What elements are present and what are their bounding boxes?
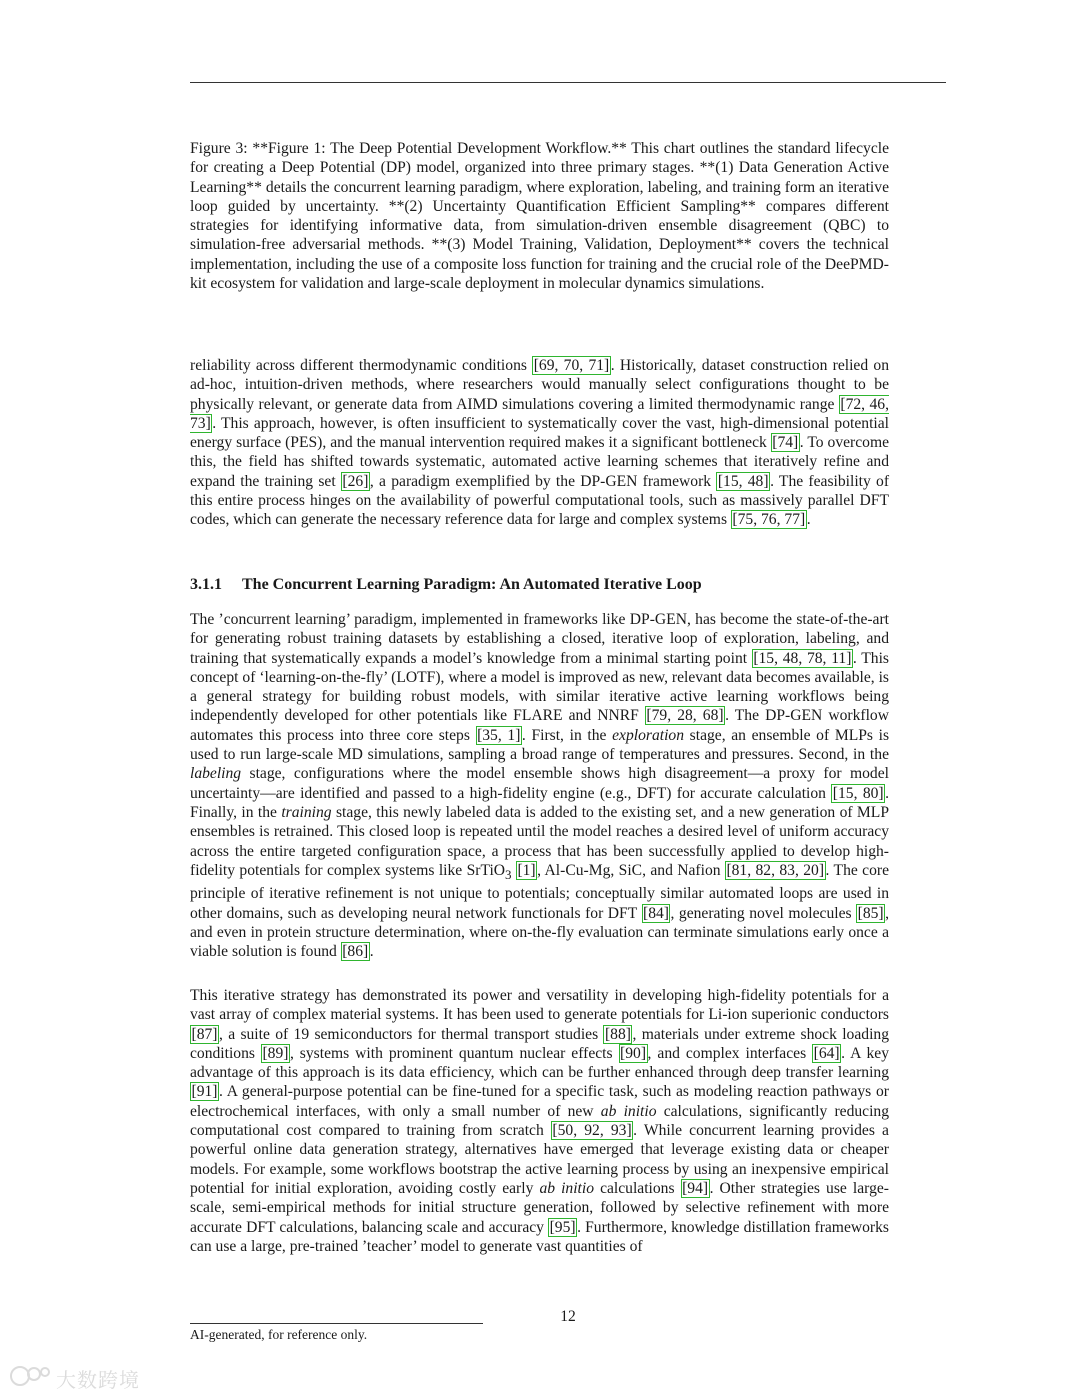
text-run: reliability across different thermodynamic conditions <box>190 357 533 374</box>
citation-link[interactable]: [94] <box>682 1179 709 1197</box>
citation-link[interactable]: [15, 80] <box>832 784 884 802</box>
paragraph-iterative-strategy <box>190 986 889 1256</box>
italic-term: training <box>281 803 332 821</box>
subscript: 3 <box>505 866 512 882</box>
logo-icon <box>8 1364 52 1393</box>
italic-term: ab initio <box>600 1102 657 1120</box>
text-run: stage, this newly labeled data is added to the existing set, and a new generation of MLP ensembles is retrained. This closed loop is repeated until the model reaches a desired level of uniform accuracy across the entire targeted configuration space, a process that has been successfully applied to develop high-fidelity potentials for complex systems like SrTiO <box>190 803 889 879</box>
citation-link[interactable]: [87] <box>191 1025 218 1043</box>
text-run: stage, an ensemble of MLPs is used to run large-scale MD simulations, sampling a broad range of temperatures and pressures. Second, in the <box>190 726 890 764</box>
text-run: . A key advantage of this approach is its data efficiency, which can be further enhanced through deep transfer learning <box>190 1044 889 1082</box>
citation-link[interactable]: [72, 46, 73] <box>190 395 889 432</box>
text-run: , and even in protein structure determination, where on-the-fly evaluation can terminate simulations early once a viable solution is found <box>190 904 890 961</box>
citation-link[interactable]: [26] <box>342 472 369 490</box>
text-run: . While concurrent learning provides a powerful online data generation strategy, alternatives have emerged that leverage existing data or cheaper models. For example, some workflows bootstrap the active learning process by using an inexpensive empirical potential for initial exploration, avoiding costly early <box>190 1122 889 1197</box>
figure-caption: Figure 3: **Figure 1: The Deep Potential Development Workflow.** This chart outlines the standard lifecycle for creating a Deep Potential (DP) model, organized into three primary stages. **(1) Data Generation Active Learning** details the concurrent learning paradigm, where exploration, labeling, and training form an iterative loop guided by uncertainty. **(2) Uncertainty Quantification Efficient Sampling** compares different strategies for identifying informative data, from simulation-driven ensemble disagreement (QBC) to simulation-free adversarial methods. **(3) Model Training, Validation, Deployment** covers the technical implementation, including the use of a composite loss function for training and the crucial role of the DeePMD-kit ecosystem for validation and large-scale deployment in molecular dynamics simulations. <box>190 140 889 293</box>
italic-term: exploration <box>612 726 685 744</box>
citation-link[interactable]: [84] <box>643 904 669 922</box>
text-run: . <box>806 511 811 529</box>
citation-link[interactable]: [74] <box>772 434 799 452</box>
text-run: . This concept of ‘learning-on-the-fly’ (LOTF), where a model is improved as new, relevant data becomes available, is a general strategy for building robust models, with similar iterative active learning workflows being independently developed for other potentials like FLARE and NNRF <box>190 649 889 725</box>
citation-link[interactable]: [89] <box>262 1044 289 1062</box>
text-run: . This approach, however, is often insufficient to systematically cover the vast, high-dimensional potential energy surface (PES), and the manual intervention required makes it a significant bottleneck <box>190 414 889 452</box>
text-run: , materials under extreme shock loading conditions <box>190 1025 889 1062</box>
text-run: . To overcome this, the field has shifted towards systematic, automated active learning schemes that iteratively refine and expand the training set <box>190 434 889 490</box>
header-rule <box>190 82 946 83</box>
text-run: calculations <box>594 1179 681 1197</box>
citation-link[interactable]: [15, 48] <box>717 472 769 490</box>
section-number: 3.1.1 <box>190 576 222 593</box>
text-run: . The feasibility of this entire process hinges on the availability of powerful computational tools, such as massively parallel DFT codes, which can generate the necessary reference data for large and complex systems <box>190 472 890 529</box>
text-run: . A general-purpose potential can be fine-tuned for a specific task, such as modeling reaction pathways or electrochemical interfaces, with only a small number of new <box>190 1083 889 1120</box>
paragraph-reliability <box>190 356 889 530</box>
citation-link[interactable]: [79, 28, 68] <box>646 707 724 725</box>
text-run: . The core principle of iterative refinement is not unique to potentials; conceptually similar automated loops are used in other domains, such as developing neural network functionals for DFT <box>190 861 890 922</box>
text-run: This iterative strategy has demonstrated its power and versatility in developing high-fidelity potentials for a vast array of complex material systems. It has been used to generate potentials for Li-ion superionic conductors <box>190 987 889 1024</box>
text-run: , a paradigm exemplified by the DP-GEN framework <box>369 472 717 490</box>
watermark <box>8 1364 140 1392</box>
page-number: 12 <box>560 1308 576 1325</box>
text-run: . First, in the <box>521 726 613 744</box>
text-run: The ’concurrent learning’ paradigm, implemented in frameworks like DP-GEN, has become the state-of-the-art for generating robust training datasets by establishing a closed, iterative loop of exploration, labeling, and training that systematically expands a model’s knowledge from a minimal starting point <box>190 611 889 667</box>
citation-link[interactable]: [75, 76, 77] <box>732 511 806 529</box>
text-run: . Historically, dataset construction relied on ad-hoc, intuition-driven methods, where researchers would manually select configurations thought to be physically relevant, or generate data from AIMD simulations covering a limited thermodynamic range <box>190 357 890 413</box>
citation-link[interactable]: [90] <box>620 1044 647 1062</box>
citation-link[interactable]: [64] <box>813 1044 840 1062</box>
footnote-rule <box>190 1323 483 1324</box>
citation-link[interactable]: [1] <box>517 861 536 879</box>
citation-link[interactable]: [88] <box>604 1025 631 1043</box>
text-run: , generating novel molecules <box>670 904 857 922</box>
section-title: The Concurrent Learning Paradigm: An Automated Iterative Loop <box>242 576 702 593</box>
text-run: , Al-Cu-Mg, SiC, and Nafion <box>537 861 725 879</box>
text-run: . Furthermore, knowledge distillation frameworks can use a large, pre-trained ’teacher’ model to generate vast quantities of <box>190 1218 889 1255</box>
section-heading <box>190 575 889 595</box>
text-run: . The DP-GEN workflow automates this process into three core steps <box>190 707 889 744</box>
italic-term: ab initio <box>539 1179 595 1197</box>
citation-link[interactable]: [86] <box>342 943 369 961</box>
text-run: , a suite of 19 semiconductors for thermal transport studies <box>218 1025 604 1043</box>
citation-link[interactable]: [81, 82, 83, 20] <box>726 861 825 879</box>
text-run: , systems with prominent quantum nuclear effects <box>289 1044 619 1062</box>
text-run: calculations, significantly reducing computational cost compared to training from scratch <box>190 1102 890 1140</box>
citation-link[interactable]: [91] <box>191 1083 218 1101</box>
citation-link[interactable]: [85] <box>857 904 884 922</box>
citation-link[interactable]: [15, 48, 78, 11] <box>753 649 852 667</box>
citation-link[interactable]: [50, 92, 93] <box>552 1122 632 1140</box>
text-run: . Finally, in the <box>190 784 890 821</box>
citation-link[interactable]: [35, 1] <box>477 726 521 744</box>
text-run: stage, configurations where the model ensemble shows high disagreement—a proxy for model uncertainty—are identified and passed to a high-fidelity engine (e.g., DFT) for accurate calculation <box>190 765 889 802</box>
citation-link[interactable]: [69, 70, 71] <box>533 357 610 374</box>
footnote: AI-generated, for reference only. <box>190 1327 368 1342</box>
paragraph-concurrent-learning <box>190 610 889 961</box>
citation-link[interactable]: [95] <box>549 1218 576 1236</box>
text-run: . <box>369 943 374 961</box>
italic-term: labeling <box>190 765 242 783</box>
watermark-text: 大数跨境 <box>56 1367 140 1392</box>
text-run: . Other strategies use large-scale, semi-empirical methods for initial structure generation, followed by selective refinement with more accurate DFT calculations, balancing scale and accuracy <box>190 1179 889 1236</box>
text-run: , and complex interfaces <box>647 1044 813 1062</box>
